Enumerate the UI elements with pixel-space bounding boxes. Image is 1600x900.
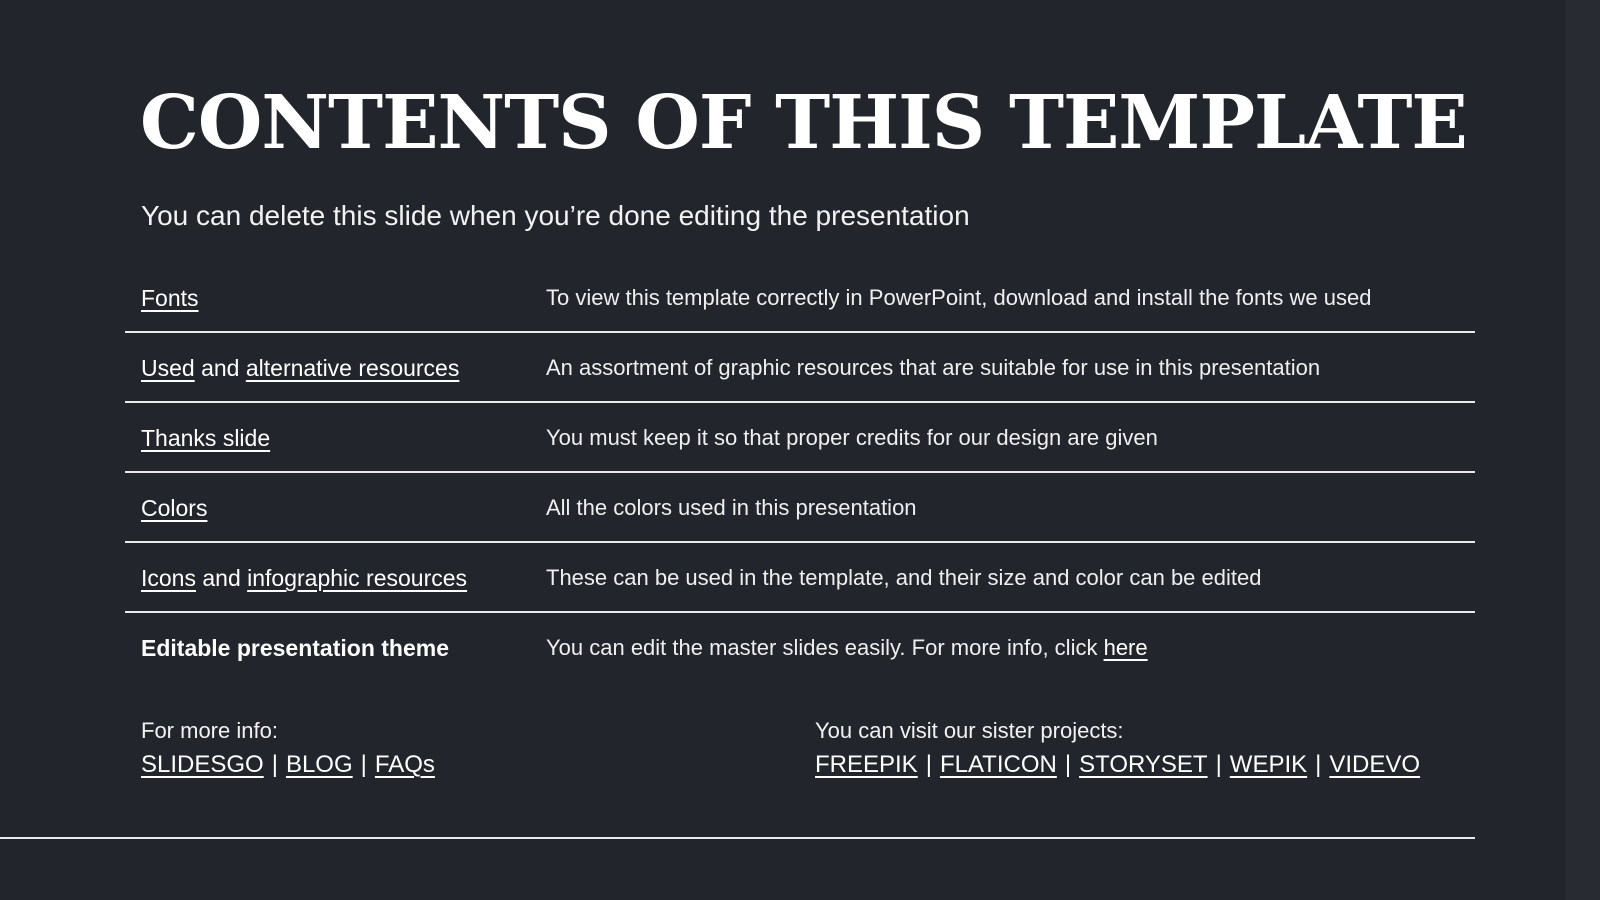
row-description: These can be used in the template, and their size and color can be edited: [546, 565, 1262, 590]
slide-edge-strip: [1566, 0, 1600, 900]
faqs-link[interactable]: FAQs: [374, 751, 435, 778]
label-connector: and: [195, 565, 248, 591]
storyset-link[interactable]: STORYSET: [1079, 751, 1208, 778]
slide-title: CONTENTS OF THIS TEMPLATE: [140, 80, 1467, 166]
row-description: All the colors used in this presentation: [546, 495, 917, 520]
here-link[interactable]: here: [1103, 635, 1148, 660]
row-label: Editable presentation theme: [141, 635, 450, 661]
slidesgo-link[interactable]: SLIDESGO: [141, 751, 264, 778]
infographic-resources-link[interactable]: infographic resources: [247, 565, 468, 591]
bottom-divider: [0, 837, 1475, 839]
slide-subtitle: You can delete this slide when you’re done editing the presentation: [141, 200, 970, 231]
row-label: [141, 403, 270, 473]
sister-projects-links: [815, 748, 1420, 782]
colors-link[interactable]: Colors: [141, 495, 208, 521]
flaticon-link[interactable]: FLATICON: [939, 751, 1057, 778]
wepik-link[interactable]: WEPIK: [1229, 751, 1308, 778]
link-separator: |: [1315, 751, 1322, 778]
link-separator: |: [925, 751, 932, 778]
contents-table: [125, 263, 1475, 683]
icons-link[interactable]: Icons: [141, 565, 196, 591]
videvo-link[interactable]: VIDEVO: [1329, 751, 1421, 778]
table-row-theme: [125, 613, 1475, 683]
row-description: To view this template correctly in PowerPoint, download and install the fonts we used: [546, 285, 1372, 310]
table-row-thanks: [125, 403, 1475, 473]
row-label: [141, 473, 207, 543]
table-row-fonts: [125, 263, 1475, 333]
sister-projects-label: You can visit our sister projects:: [815, 718, 1124, 743]
table-row-colors: [125, 473, 1475, 543]
row-label: [141, 333, 459, 403]
sister-projects-block: [815, 714, 1420, 782]
more-info-links: [141, 748, 435, 782]
row-description: [546, 613, 1148, 683]
more-info-label: For more info:: [141, 718, 278, 743]
row-description: An assortment of graphic resources that are suitable for use in this presentation: [546, 355, 1321, 380]
more-info-block: [141, 714, 435, 782]
row-label: [141, 263, 199, 333]
freepik-link[interactable]: FREEPIK: [815, 751, 918, 778]
alternative-resources-link[interactable]: alternative resources: [245, 355, 460, 381]
link-separator: |: [271, 751, 278, 778]
blog-link[interactable]: BLOG: [285, 751, 353, 778]
table-row-resources: [125, 333, 1475, 403]
table-row-icons: [125, 543, 1475, 613]
thanks-slide-link[interactable]: Thanks slide: [141, 425, 271, 451]
link-separator: |: [1064, 751, 1072, 778]
link-separator: |: [360, 751, 367, 778]
description-text: You can edit the master slides easily. For more info, click: [546, 635, 1104, 660]
link-separator: |: [1215, 751, 1222, 778]
row-description: You must keep it so that proper credits for our design are given: [546, 425, 1158, 450]
row-label: [141, 543, 467, 613]
used-resources-link[interactable]: Used: [141, 355, 195, 381]
label-connector: and: [194, 355, 246, 381]
fonts-link[interactable]: Fonts: [141, 285, 199, 311]
